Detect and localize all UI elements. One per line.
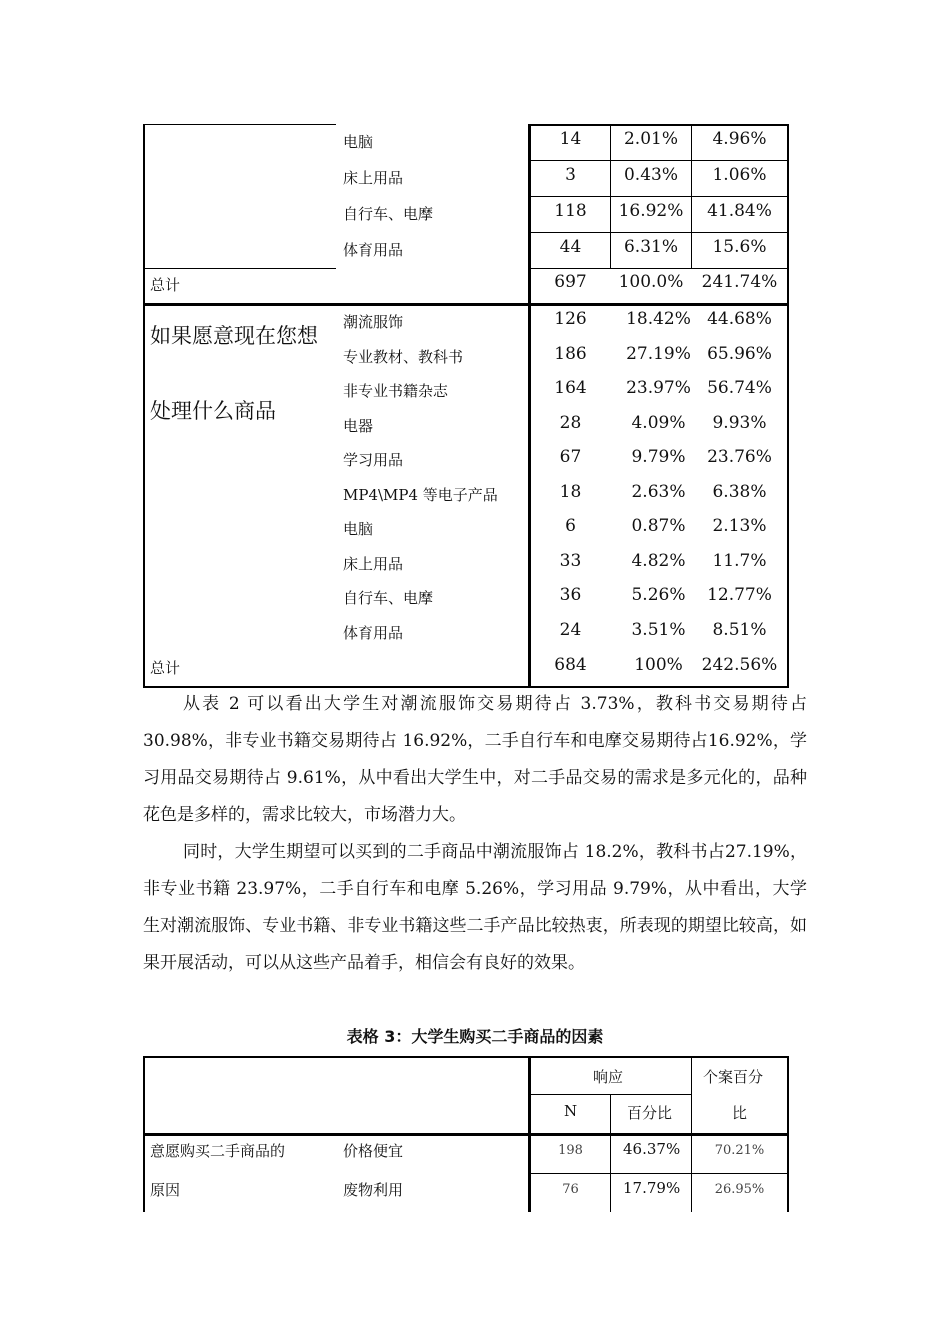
grid-h1 <box>528 160 789 161</box>
row-pct: 5.26% <box>631 585 686 605</box>
header-response: 响应 <box>593 1068 624 1086</box>
row-case-pct: 65.96% <box>707 344 772 364</box>
row-n: 18 <box>559 482 582 502</box>
total-case-pct: 242.56% <box>701 655 778 675</box>
row-n: 164 <box>554 378 587 398</box>
table-3-caption: 表格 3：大学生购买二手商品的因素 <box>346 1027 604 1046</box>
row-pct: 2.01% <box>623 129 678 149</box>
row-item: 电脑 <box>343 133 374 151</box>
grid-h3 <box>528 232 789 233</box>
header-divider <box>143 1133 789 1136</box>
row-pct: 4.09% <box>631 413 686 433</box>
row-n: 44 <box>559 237 582 257</box>
row-pct: 18.42% <box>626 309 691 329</box>
row-case-pct: 9.93% <box>712 413 767 433</box>
row-pct: 9.79% <box>631 447 686 467</box>
header-pct: 百分比 <box>627 1104 673 1122</box>
row-case-pct: 8.51% <box>712 620 767 640</box>
total-label: 总计 <box>150 659 181 677</box>
row-case-pct: 11.7% <box>712 551 767 571</box>
row-n: 33 <box>559 551 582 571</box>
row-case-pct: 6.38% <box>712 482 767 502</box>
row-case-pct: 2.13% <box>712 516 767 536</box>
row-label-line2: 原因 <box>150 1181 181 1199</box>
row-n: 126 <box>554 309 587 329</box>
table-2-continuation <box>143 124 789 688</box>
total-pct: 100% <box>634 655 683 675</box>
row-item: 价格便宜 <box>343 1142 404 1160</box>
row-item: 体育用品 <box>343 241 404 259</box>
row-n: 6 <box>565 516 576 536</box>
table-border-top <box>143 1056 789 1058</box>
row-case-pct: 26.95% <box>714 1182 765 1197</box>
row-case-pct: 4.96% <box>712 129 767 149</box>
total-case-pct: 241.74% <box>701 272 778 292</box>
row-case-pct: 44.68% <box>707 309 772 329</box>
row-item: 潮流服饰 <box>343 313 404 331</box>
row-item: 床上用品 <box>343 169 404 187</box>
section-label-line2: 处理什么商品 <box>150 399 276 423</box>
row-pct: 27.19% <box>626 344 691 364</box>
row-n: 186 <box>554 344 587 364</box>
row-item: 非专业书籍杂志 <box>343 382 449 400</box>
row-case-pct: 15.6% <box>712 237 767 257</box>
table-total-divider <box>143 268 336 269</box>
header-n: N <box>564 1102 578 1120</box>
grid-v1 <box>610 1094 611 1212</box>
paragraph-2: 同时，大学生期望可以买到的二手商品中潮流服饰占 18.2%，教科书占27.19%，非专业书籍 23.97%，二手自行车和电摩 5.26%，学习用品 9.79%，从中看出，大学生对潮流服饰、专业书籍、非专业书籍这些二手产品比较热衷，所表现的期望比较高，如果开展活动，可以从这些产品着手，相信会有良好的效果。 <box>143 842 807 973</box>
row-n: 28 <box>559 413 582 433</box>
row-pct: 0.87% <box>631 516 686 536</box>
section-label-line1: 如果愿意现在您想 <box>150 324 318 348</box>
table-border-right <box>787 124 789 688</box>
row-item: 自行车、电摩 <box>343 589 434 607</box>
total-n: 697 <box>554 272 587 292</box>
row-item: 废物利用 <box>343 1181 404 1199</box>
row-pct: 46.37% <box>623 1140 681 1158</box>
grid-h4 <box>528 268 789 269</box>
row-case-pct: 70.21% <box>714 1143 765 1158</box>
row-n: 118 <box>554 201 587 221</box>
table-border-top-right <box>528 124 789 126</box>
row-pct: 2.63% <box>631 482 686 502</box>
grid-h-header <box>528 1094 691 1095</box>
row-pct: 6.31% <box>623 237 678 257</box>
total-label: 总计 <box>150 276 181 294</box>
row-case-pct: 23.76% <box>707 447 772 467</box>
row-item: 专业教材、教科书 <box>343 348 464 366</box>
row-pct: 23.97% <box>626 378 691 398</box>
row-n: 14 <box>559 129 582 149</box>
row-item: 电器 <box>343 417 374 435</box>
table-section-divider <box>143 303 789 306</box>
row-case-pct: 12.77% <box>707 585 772 605</box>
row-n: 67 <box>559 447 582 467</box>
row-item: 床上用品 <box>343 555 404 573</box>
table-border-top-left <box>143 124 336 125</box>
row-pct: 16.92% <box>618 201 684 221</box>
row-item: 自行车、电摩 <box>343 205 434 223</box>
row-pct: 0.43% <box>623 165 678 185</box>
row-pct: 17.79% <box>623 1179 681 1197</box>
row-label-line1: 意愿购买二手商品的 <box>150 1142 286 1160</box>
row-n: 24 <box>559 620 582 640</box>
grid-h-row <box>528 1173 789 1174</box>
row-pct: 3.51% <box>631 620 686 640</box>
table-3 <box>143 1056 789 1212</box>
row-n: 76 <box>562 1182 579 1197</box>
row-case-pct: 1.06% <box>712 165 767 185</box>
row-item: 学习用品 <box>343 451 404 469</box>
row-pct: 4.82% <box>631 551 686 571</box>
header-case-pct-line1: 个案百分 <box>703 1068 764 1086</box>
row-case-pct: 41.84% <box>707 201 772 221</box>
row-n: 198 <box>558 1143 583 1158</box>
table-border-left <box>143 124 145 688</box>
row-item: 电脑 <box>343 520 374 538</box>
row-n: 36 <box>559 585 582 605</box>
total-n: 684 <box>554 655 587 675</box>
paragraph-1: 从表 2 可以看出大学生对潮流服饰交易期待占 3.73%，教科书交易期待占30.98%，非专业书籍交易期待占 16.92%，二手自行车和电摩交易期待占16.92%，学习用品交易期待占 9.61%，从中看出大学生中，对二手品交易的需求是多元化的，品种花色是多样的，需求比较大，市场潜力大。 <box>143 694 807 825</box>
row-case-pct: 56.74% <box>707 378 772 398</box>
row-item: MP4\MP4 等电子产品 <box>343 486 498 504</box>
row-item: 体育用品 <box>343 624 404 642</box>
total-pct: 100.0% <box>618 272 684 292</box>
grid-h2 <box>528 196 789 197</box>
row-n: 3 <box>565 165 576 185</box>
header-case-pct-line2: 比 <box>732 1104 748 1122</box>
